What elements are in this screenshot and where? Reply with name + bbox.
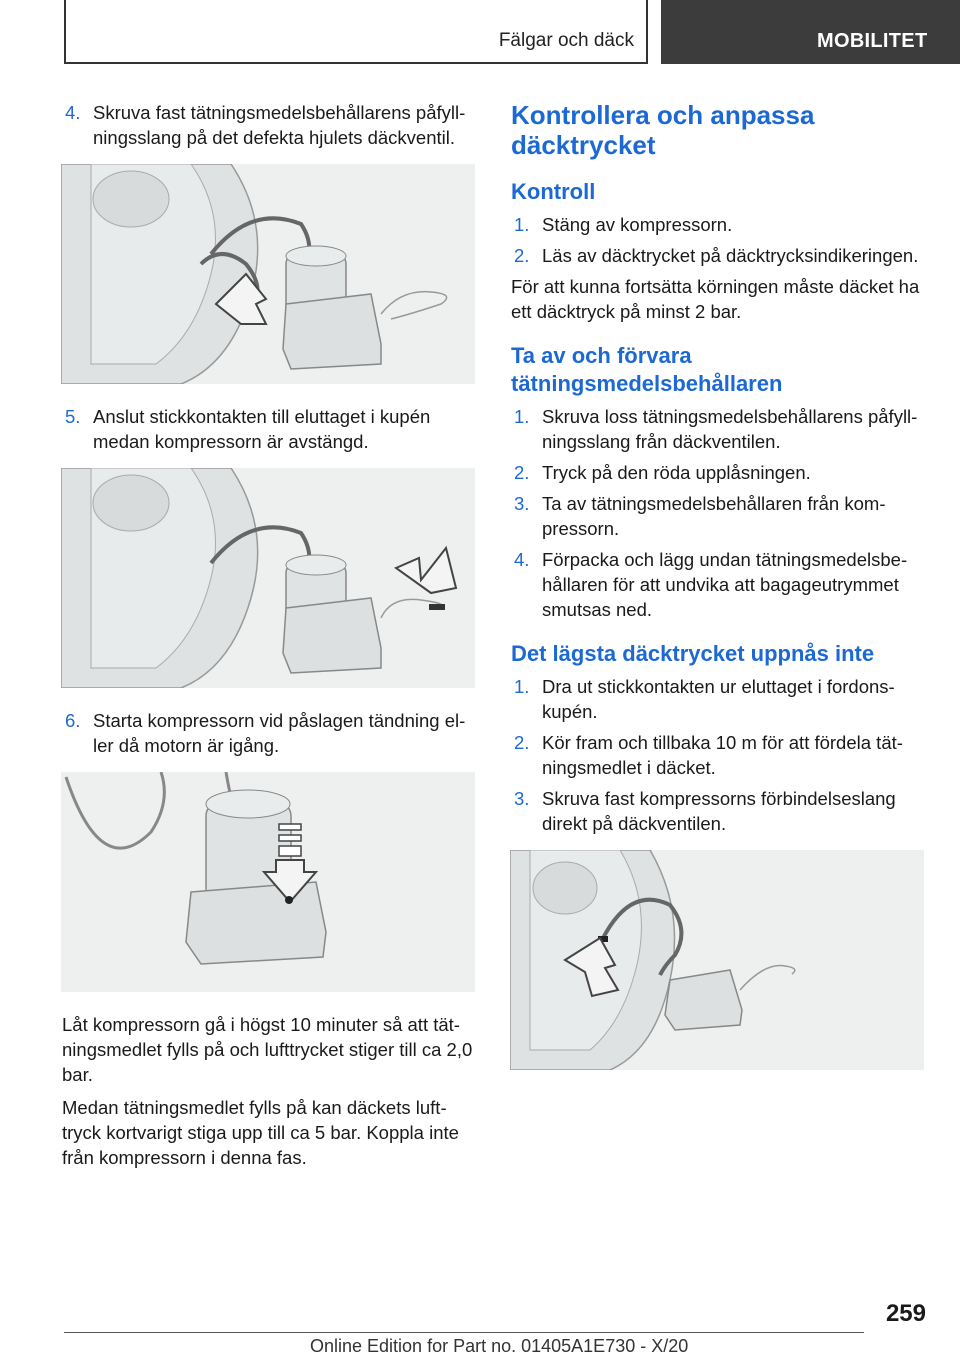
step-6: [62, 708, 476, 758]
remove-step-1: [511, 404, 925, 454]
step-text: Tryck på den röda upplåsningen.: [542, 462, 811, 483]
section-title: Fälgar och däck: [498, 30, 634, 51]
step-number: 6.: [65, 710, 81, 731]
subheading-low-pressure: Det lägsta däcktrycket uppnås inte: [511, 641, 875, 666]
step-text: Skruva fast kompressorns förbindelseslang direkt på däckventilen.: [542, 788, 896, 834]
header-chapter-tab: [661, 0, 960, 64]
section-heading: Kontrollera och anpassa däcktrycket: [511, 100, 815, 160]
step-text: Anslut stickkontakten till eluttaget i kupén medan kompressorn är avstängd.: [93, 406, 431, 452]
step-text: Förpacka och lägg undan tätningsmedelsbehållaren för att undvika att bagageutrymmet smutsas ned.: [542, 549, 908, 620]
remove-step-3: [511, 491, 925, 541]
kontroll-step-1: [511, 212, 925, 237]
left-column: [62, 100, 476, 1178]
remove-step-2: [511, 460, 925, 485]
step-5: [62, 404, 476, 454]
lowpressure-step-2: [511, 730, 925, 780]
compressor-direct-valve-illustration: [510, 850, 924, 1070]
step-number: 3.: [514, 493, 530, 514]
page-number: 259: [885, 1300, 926, 1327]
header-section-tab: [64, 0, 648, 64]
remove-step-4: [511, 547, 925, 622]
step-number: 1.: [514, 676, 530, 697]
step-number: 5.: [65, 406, 81, 427]
step-text: Kör fram och tillbaka 10 m för att fördela tätningsmedlet i däcket.: [542, 732, 903, 778]
wheel-valve-connection-illustration: [61, 164, 475, 384]
step-number: 2.: [514, 245, 530, 266]
step-text: Dra ut stickkontakten ur eluttaget i fordonskupén.: [542, 676, 895, 722]
step-text: Läs av däcktrycket på däcktrycksindikeringen.: [542, 245, 919, 266]
step-number: 3.: [514, 788, 530, 809]
step-text: Skruva fast tätningsmedelsbehållarens påfyllningsslang på det defekta hjulets däckventil.: [93, 102, 466, 148]
paragraph-min-pressure: För att kunna fortsätta körningen måste däcket ha ett däcktryck på minst 2 bar.: [511, 276, 920, 322]
step-number: 1.: [514, 406, 530, 427]
compressor-plug-illustration: [61, 468, 475, 688]
footer-edition: Online Edition for Part no. 01405A1E730 - X/20: [310, 1336, 689, 1356]
lowpressure-step-1: [511, 674, 925, 724]
step-number: 2.: [514, 732, 530, 753]
step-text: Skruva loss tätningsmedelsbehållarens påfyllningsslang från däckventilen.: [542, 406, 918, 452]
step-text: Starta kompressorn vid påslagen tändning eller då motorn är igång.: [93, 710, 466, 756]
subheading-kontroll: Kontroll: [511, 179, 596, 204]
paragraph-fill-time: Låt kompressorn gå i högst 10 minuter så att tätningsmedlet fylls på och lufttrycket stiger till ca 2,0 bar.: [62, 1014, 473, 1085]
step-text: Stäng av kompressorn.: [542, 214, 733, 235]
footer-divider: [64, 1332, 864, 1333]
step-number: 4.: [514, 549, 530, 570]
step-4: [62, 100, 476, 150]
subheading-remove-container: Ta av och förvara tätningsmedelsbehållaren: [511, 343, 783, 396]
step-text: Ta av tätningsmedelsbehållaren från kompressorn.: [542, 493, 886, 539]
chapter-title: MOBILITET: [817, 30, 928, 52]
lowpressure-step-3: [511, 786, 925, 836]
step-number: 1.: [514, 214, 530, 235]
step-number: 4.: [65, 102, 81, 123]
right-column: [511, 100, 925, 1090]
kontroll-step-2: [511, 243, 925, 268]
paragraph-pressure-peak: Medan tätningsmedlet fylls på kan däckets lufttryck kortvarigt stiga upp till ca 5 bar. Koppla inte från kompressorn i denna fas.: [62, 1097, 459, 1168]
step-number: 2.: [514, 462, 530, 483]
compressor-switch-illustration: [61, 772, 475, 992]
